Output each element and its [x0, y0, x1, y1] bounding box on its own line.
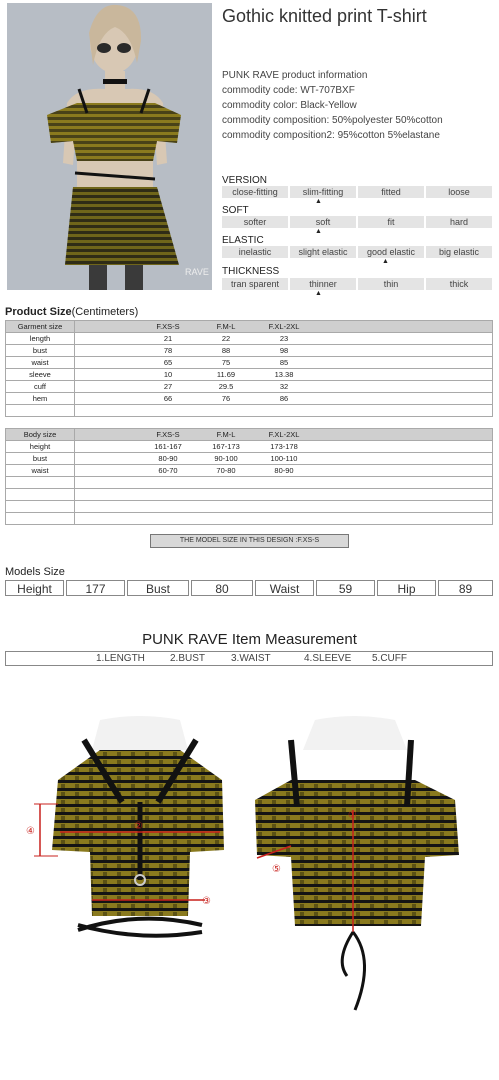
version-scale	[222, 186, 492, 198]
product-size-unit: (Centimeters)	[71, 306, 139, 318]
body_table-cell: 60-70	[139, 465, 197, 477]
garment_table-cell: 10	[139, 369, 197, 381]
thickness-title: THICKNESS	[222, 266, 280, 277]
body_table-cell	[139, 501, 197, 513]
thickness-option: thick	[426, 278, 492, 290]
version-selected-arrow-icon: ▲	[315, 198, 322, 205]
garment_table-row	[6, 393, 493, 405]
garment_table-cell: 66	[139, 393, 197, 405]
body_table-header-cell: F.XL-2XL	[255, 429, 313, 441]
marker-length: ①	[348, 810, 357, 821]
body_table-row	[6, 513, 493, 525]
body_table-header-cell: F.XS-S	[139, 429, 197, 441]
body_table-cell	[75, 465, 140, 477]
elastic-scale	[222, 246, 492, 258]
garment_table-cell	[75, 333, 140, 345]
body_table-cell	[75, 477, 140, 489]
models-cell: Waist	[255, 580, 314, 596]
garment_table-cell: 88	[197, 345, 255, 357]
garment_table-cell	[313, 405, 493, 417]
thickness-option: thin	[358, 278, 424, 290]
svg-text:RAVE: RAVE	[185, 267, 209, 277]
body_table-cell	[75, 501, 140, 513]
body_table-cell	[255, 501, 313, 513]
soft-scale	[222, 216, 492, 228]
commodity-code: commodity code: WT-707BXF	[222, 85, 355, 96]
marker-waist: ③	[202, 896, 211, 907]
elastic-title: ELASTIC	[222, 235, 264, 246]
models-cell: 80	[191, 580, 253, 596]
garment_table-cell	[6, 405, 75, 417]
measurement-legend	[5, 651, 493, 666]
garment_table-cell: 21	[139, 333, 197, 345]
product-size-heading	[5, 306, 138, 318]
thickness-selected-arrow-icon: ▲	[315, 290, 322, 297]
commodity-color: commodity color: Black-Yellow	[222, 100, 357, 111]
models-cell: 177	[66, 580, 125, 596]
body_table-cell	[255, 489, 313, 501]
thickness-option: tran sparent	[222, 278, 288, 290]
garment_table-header-cell: F.M-L	[197, 321, 255, 333]
body_table-cell	[197, 501, 255, 513]
garment_table-row	[6, 369, 493, 381]
product-size-title: Product Size	[5, 306, 72, 318]
garment_table-cell: 78	[139, 345, 197, 357]
version-option: fitted	[358, 186, 424, 198]
garment_table-cell: 98	[255, 345, 313, 357]
soft-option: fit	[358, 216, 424, 228]
body_table-cell	[6, 489, 75, 501]
body_table-cell: 167-173	[197, 441, 255, 453]
garment_table-cell: 76	[197, 393, 255, 405]
garment_table-header-cell: Garment size	[6, 321, 75, 333]
models-cell: Height	[5, 580, 64, 596]
body_table-cell	[197, 513, 255, 525]
body_table-cell	[75, 513, 140, 525]
body_table-cell	[75, 489, 140, 501]
garment_table-row	[6, 357, 493, 369]
garment_table-cell: 32	[255, 381, 313, 393]
thickness-scale	[222, 278, 492, 290]
garment_table-cell: 85	[255, 357, 313, 369]
body_table-cell	[313, 477, 493, 489]
garment-front-diagram	[26, 720, 255, 985]
garment_table-cell: waist	[6, 357, 75, 369]
version-option: close-fitting	[222, 186, 288, 198]
body_table-cell	[313, 453, 493, 465]
models-cell: Hip	[377, 580, 436, 596]
garment_table-cell: 11.69	[197, 369, 255, 381]
body_table-header-cell	[75, 429, 140, 441]
soft-selected-arrow-icon: ▲	[315, 228, 322, 235]
models-size-row	[5, 580, 493, 596]
elastic-selected-arrow-icon: ▲	[382, 258, 389, 265]
garment_table-cell	[75, 369, 140, 381]
body_table-row	[6, 465, 493, 477]
measure-item-length: 1.LENGTH	[96, 653, 145, 664]
garment_table-cell	[313, 345, 493, 357]
garment_table-cell	[139, 405, 197, 417]
garment-size-table	[5, 320, 493, 417]
garment_table-cell: sleeve	[6, 369, 75, 381]
garment_table-header-cell: F.XS-S	[139, 321, 197, 333]
body_table-cell	[6, 513, 75, 525]
body_table-cell: 173-178	[255, 441, 313, 453]
body_table-cell	[313, 513, 493, 525]
version-option: loose	[426, 186, 492, 198]
body_table-cell: bust	[6, 453, 75, 465]
body_table-cell	[6, 501, 75, 513]
garment_table-header-row	[6, 321, 493, 333]
body_table-cell	[255, 513, 313, 525]
measure-item-sleeve: 4.SLEEVE	[304, 653, 352, 664]
product-title: Gothic knitted print T-shirt	[222, 6, 427, 26]
garment_table-cell	[313, 357, 493, 369]
garment_table-cell	[75, 405, 140, 417]
body_table-header-cell: Body size	[6, 429, 75, 441]
elastic-option: slight elastic	[290, 246, 356, 258]
commodity-composition2: commodity composition2: 95%cotton 5%elastane	[222, 130, 440, 141]
body_table-cell: 90-100	[197, 453, 255, 465]
body_table-cell	[197, 489, 255, 501]
body_table-row	[6, 453, 493, 465]
body_table-cell	[6, 477, 75, 489]
garment_table-row	[6, 345, 493, 357]
marker-sleeve: ④	[26, 826, 35, 837]
garment_table-row	[6, 405, 493, 417]
elastic-option: big elastic	[426, 246, 492, 258]
body_table-header-row	[6, 429, 493, 441]
garment_table-cell	[313, 333, 493, 345]
measurement-title: PUNK RAVE Item Measurement	[142, 631, 357, 648]
garment_table-cell: 13.38	[255, 369, 313, 381]
models-size-title: Models Size	[5, 566, 65, 578]
body_table-row	[6, 501, 493, 513]
body_table-cell	[313, 441, 493, 453]
body_table-header-cell: F.M-L	[197, 429, 255, 441]
info-heading: PUNK RAVE product information	[222, 70, 368, 81]
garment_table-row	[6, 333, 493, 345]
models-cell: Bust	[127, 580, 189, 596]
garment_table-cell	[313, 393, 493, 405]
garment_table-cell	[197, 405, 255, 417]
body_table-cell: waist	[6, 465, 75, 477]
body_table-cell	[139, 489, 197, 501]
garment_table-cell: 23	[255, 333, 313, 345]
body_table-cell	[139, 513, 197, 525]
models-cell: 59	[316, 580, 375, 596]
body_table-cell	[197, 477, 255, 489]
garment_table-cell	[75, 345, 140, 357]
body_table-header-cell	[313, 429, 493, 441]
garment_table-cell	[313, 381, 493, 393]
body_table-cell: 100-110	[255, 453, 313, 465]
measure-item-cuff: 5.CUFF	[372, 653, 407, 664]
body_table-cell	[255, 477, 313, 489]
version-title: VERSION	[222, 175, 268, 186]
body-size-table	[5, 428, 493, 525]
body_table-cell	[313, 489, 493, 501]
body_table-cell	[139, 477, 197, 489]
soft-option: hard	[426, 216, 492, 228]
body_table-cell: 161-167	[139, 441, 197, 453]
body_table-row	[6, 489, 493, 501]
models-cell: 89	[438, 580, 493, 596]
garment_table-cell: 22	[197, 333, 255, 345]
garment_table-cell	[75, 357, 140, 369]
garment_table-cell	[255, 405, 313, 417]
garment-back-diagram	[255, 720, 475, 1045]
elastic-option: inelastic	[222, 246, 288, 258]
marker-bust: ②	[134, 821, 143, 832]
body_table-cell: 70-80	[197, 465, 255, 477]
garment_table-header-cell	[313, 321, 493, 333]
body_table-row	[6, 477, 493, 489]
version-option: slim-fitting	[290, 186, 356, 198]
body_table-cell: height	[6, 441, 75, 453]
elastic-option: good elastic	[358, 246, 424, 258]
body_table-cell	[313, 501, 493, 513]
garment_table-cell: 29.5	[197, 381, 255, 393]
garment_table-cell: 27	[139, 381, 197, 393]
garment_table-cell: hem	[6, 393, 75, 405]
body_table-cell	[75, 453, 140, 465]
marker-cuff: ⑤	[272, 864, 281, 875]
soft-option: soft	[290, 216, 356, 228]
body_table-cell	[75, 441, 140, 453]
garment_table-header-cell: F.XL-2XL	[255, 321, 313, 333]
garment_table-cell: length	[6, 333, 75, 345]
garment_table-header-cell	[75, 321, 140, 333]
soft-option: softer	[222, 216, 288, 228]
model-size-note: THE MODEL SIZE IN THIS DESIGN :F.XS-S	[150, 534, 349, 548]
garment_table-row	[6, 381, 493, 393]
body_table-cell: 80-90	[255, 465, 313, 477]
garment_table-cell: 75	[197, 357, 255, 369]
body_table-row	[6, 441, 493, 453]
body_table-cell	[313, 465, 493, 477]
garment_table-cell	[75, 381, 140, 393]
soft-title: SOFT	[222, 205, 249, 216]
thickness-option: thinner	[290, 278, 356, 290]
garment_table-cell: cuff	[6, 381, 75, 393]
measure-item-bust: 2.BUST	[170, 653, 206, 664]
garment_table-cell	[313, 369, 493, 381]
garment_table-cell	[75, 393, 140, 405]
body_table-cell: 80-90	[139, 453, 197, 465]
garment_table-cell: 86	[255, 393, 313, 405]
garment_table-cell: bust	[6, 345, 75, 357]
product-photo	[7, 3, 212, 290]
measure-item-waist: 3.WAIST	[231, 653, 271, 664]
commodity-composition: commodity composition: 50%polyester 50%cotton	[222, 115, 443, 126]
garment_table-cell: 65	[139, 357, 197, 369]
